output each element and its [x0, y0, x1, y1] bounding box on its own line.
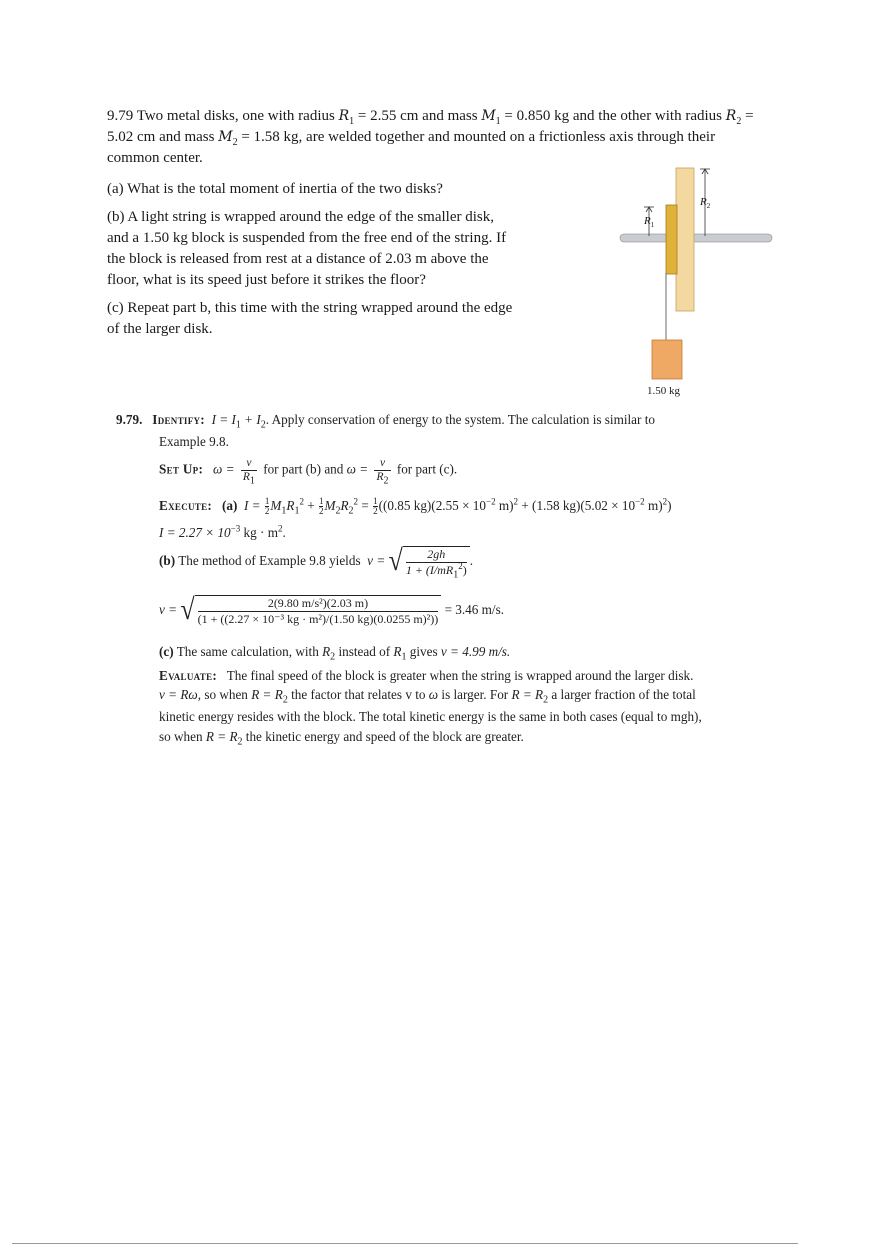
block-mass-label: 1.50 kg — [647, 385, 680, 397]
result-a: $I = 2.27 \times 10^{-3}$ kg · $m^2$. — [159, 523, 286, 540]
small-disk — [666, 205, 677, 274]
part-c-line: (c) The same calculation, with $R_2$ instead of $R_1$ gives v = 4.99 m/s. — [159, 644, 511, 663]
problem-part-c: (c) Repeat part b, this time with the string wrapped around the edge of the larger disk. — [107, 300, 513, 337]
evaluate-line-2: v = Rω, so when $R = R_2$ the factor that relates v to ω is larger. For $R = R_2$ a larger fraction of the total — [159, 687, 696, 706]
v-over-r1: $\frac{v}{R_1}$ — [242, 457, 255, 487]
axle — [620, 234, 772, 242]
problem-intro: 9.79 Two metal disks, one with radius $R_1 = 2.55$ cm and mass $M_1 = 0.850$ kg and the other with radius $R_2 = 5.02$ cm and mass $M_2 = 1.58$ kg, are welded together and mounted on a frictionless axis through their common center. — [107, 108, 754, 166]
evaluate-line-4: so when $R = R_2$ the kinetic energy and speed of the block are greater. — [159, 729, 524, 748]
execute-line: Execute: (a) I = $\frac{1}{2}$ $M_1R_1^2$ + $\frac{1}{2}$ $M_2R_2^2$ = $\frac{1}{2}$ ((0.85 $kg)(2.55 \times 10^{-2}$ m)$^2$ + (1.58 $kg)(5.02 \times 10^{-2}$ m)$^2$) — [159, 496, 672, 517]
label-r2: $R_2$ — [700, 196, 711, 211]
hanging-block — [652, 340, 682, 379]
identify-line-2: Example 9.8. — [159, 434, 229, 449]
problem-part-b: (b) A light string is wrapped around the edge of the smaller disk, and a 1.50 kg block is suspended from the free end of the string. If the block is released from rest at a distance of 2.03 m above the floor, what is its speed just before it strikes the floor? — [107, 209, 507, 288]
part-b-calc: v = √ 2(9.80 m/s²)(2.03 m) (1 + ((2.27 × 10⁻³ kg · m²)/(1.50 kg)(0.0255 m)²)) = 3.46 m/s. — [159, 592, 505, 626]
disk-diagram — [615, 165, 780, 405]
disk-figure — [615, 165, 780, 405]
part-b-line: (b) The method of Example 9.8 yields v = √ 2gh $1 + (I/mR_1^2)$ . — [159, 543, 474, 581]
evaluate-line-1: Evaluate: The final speed of the block is greater when the string is wrapped around the larger disk. — [159, 668, 694, 683]
sqrt-formula: √ 2gh $1 + (I/mR_1^2)$ — [389, 546, 470, 578]
setup-line: Set Up: ω = $\frac{v}{R_1}$ for part (b) and ω = $\frac{v}{R_2}$ for part (c). — [159, 457, 458, 487]
problem-part-a: (a) What is the total moment of inertia of the two disks? — [107, 181, 443, 197]
v-over-r2: $\frac{v}{R_2}$ — [376, 457, 389, 487]
evaluate-line-3: kinetic energy resides with the block. The total kinetic energy is the same in both cases (equal to mgh), — [159, 709, 702, 724]
label-r1: $R_1$ — [644, 215, 655, 230]
large-disk — [676, 168, 694, 311]
identify-line: 9.79. Identify: $I = I_1 + I_2$. Apply conservation of energy to the system. The calculation is similar to — [116, 412, 655, 431]
sqrt-calculation: √ 2(9.80 m/s²)(2.03 m) (1 + ((2.27 × 10⁻³ kg · m²)/(1.50 kg)(0.0255 m)²)) — [180, 595, 441, 627]
page-bottom-rule — [12, 1243, 798, 1244]
